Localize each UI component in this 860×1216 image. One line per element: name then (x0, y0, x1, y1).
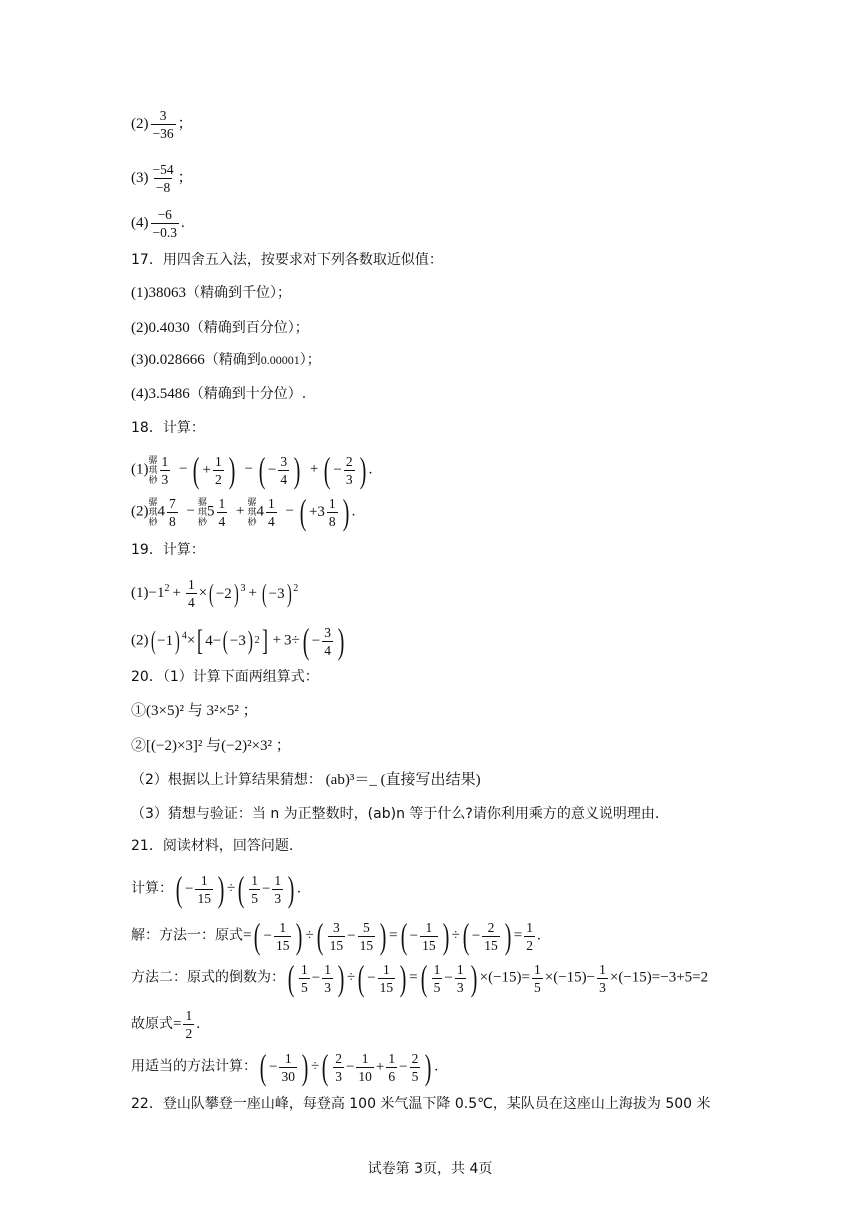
q18-title: 18．计算： (131, 420, 205, 436)
q21-title: 21．阅读材料，回答问题. (131, 838, 294, 854)
fraction: $\frac{-54}{-8}$ (152, 162, 174, 195)
q21-method-2: 方法二：原式的倒数为： ( $\frac{1}{5}$ − $\frac{1}{3}$ ) ÷ ( − $\frac{1}{15}$ ) = ( $\frac{1}{5}$ − $\frac{1}{3}$ ) ×(−15)= $\frac{1}{5}$ ×(−15)− $\frac{1}{3}$ ×(−15)=−3+5=2 (131, 958, 709, 998)
q17-title: 17．用四舍五入法，按要求对下列各数取近似值： (131, 252, 443, 268)
q16-item-3: (3) $\frac{-54}{-8}$ ； (131, 162, 193, 195)
q17-item-1: (1)38063（精确到千位）； (131, 285, 291, 301)
q21-conclusion: 故原式= $\frac{1}{2}$ . (131, 1008, 200, 1041)
fraction: $\frac{-6}{-0.3}$ (152, 207, 177, 240)
q19-title: 19．计算： (131, 542, 205, 558)
q20-part-2: （2）根据以上计算结果猜想： (ab)³＝_ (直接写出结果) (131, 772, 481, 788)
page-footer: 试卷第 3页，共 4页 (367, 1161, 493, 1177)
q19-item-2: (2) ( −1 ) $^4$× [ 4− ( −3 ) 2 ] + 3÷ ( − $\frac{3}{4}$ ) (131, 621, 345, 661)
fraction: $\frac{3}{-36}$ (152, 108, 174, 141)
q19-item-1: $(1)-1^2$ + $\frac{1}{4}$ × ( −2 ) $^3$ + ( −3 ) $^2$ (131, 577, 299, 610)
q22-text: 22．登山队攀登一座山峰，每登高 100 米气温下降 0.5℃，某队员在这座山上海拔为 500 米 (131, 1096, 711, 1112)
garbled-bracket: 骣 琪 桫 (148, 455, 157, 485)
q20-part-3: （3）猜想与验证：当 n 为正整数时，(ab)n 等于什么?请你利用乘方的意义说明理由. (131, 806, 660, 822)
q18-item-1: (1) 骣 琪 桫 $\frac{1}{3}$ − ( + $\frac{1}{2}$ ) − ( − $\frac{3}{4}$ ) + ( − $\frac{2}{3}$ ) . (131, 450, 373, 490)
q16-item-2: (2) $\frac{3}{-36}$ ； (131, 108, 193, 141)
q21-calc: 计算： ( − $\frac{1}{15}$ ) ÷ ( $\frac{1}{5}$ − $\frac{1}{3}$ ) . (131, 869, 301, 909)
q20-line-2: ②[(−2)×3]² 与(−2)²×3² ； (131, 738, 291, 754)
q21-method-1: 解：方法一：原式= ( − $\frac{1}{15}$ ) ÷ ( $\frac{3}{15}$ − $\frac{5}{15}$ ) = ( − $\frac{1}{15}$ ) ÷ ( − $\frac{2}{15}$ ) = $\frac{1}{2}$ . (131, 916, 541, 956)
q20-line-1: ①(3×5)² 与 3²×5² ； (131, 703, 258, 719)
q16-item-4: (4) $\frac{-6}{-0.3}$ . (131, 207, 185, 240)
q18-item-2: (2) 骣 琪 桫 4 $\frac{7}{8}$ − 骣 琪 桫 5 $\frac{1}{4}$ + 骣 琪 桫 4 $\frac{1}{4}$ − ( + 3 $\frac{1}{8}$ ) . (131, 492, 356, 532)
q17-item-3: (3)0.028666（精确到0.00001）； (131, 352, 321, 368)
q20-title: 20．（1）计算下面两组算式： (131, 669, 319, 685)
q21-task: 用适当的方法计算： ( − $\frac{1}{30}$ ) ÷ ( $\frac{2}{3}$ − $\frac{1}{10}$ + $\frac{1}{6}$ − $\frac{2}{5}$ ) . (131, 1047, 439, 1087)
q17-item-2: (2)0.4030（精确到百分位）； (131, 320, 309, 336)
q17-item-4: (4)3.5486（精确到十分位）. (131, 386, 307, 402)
